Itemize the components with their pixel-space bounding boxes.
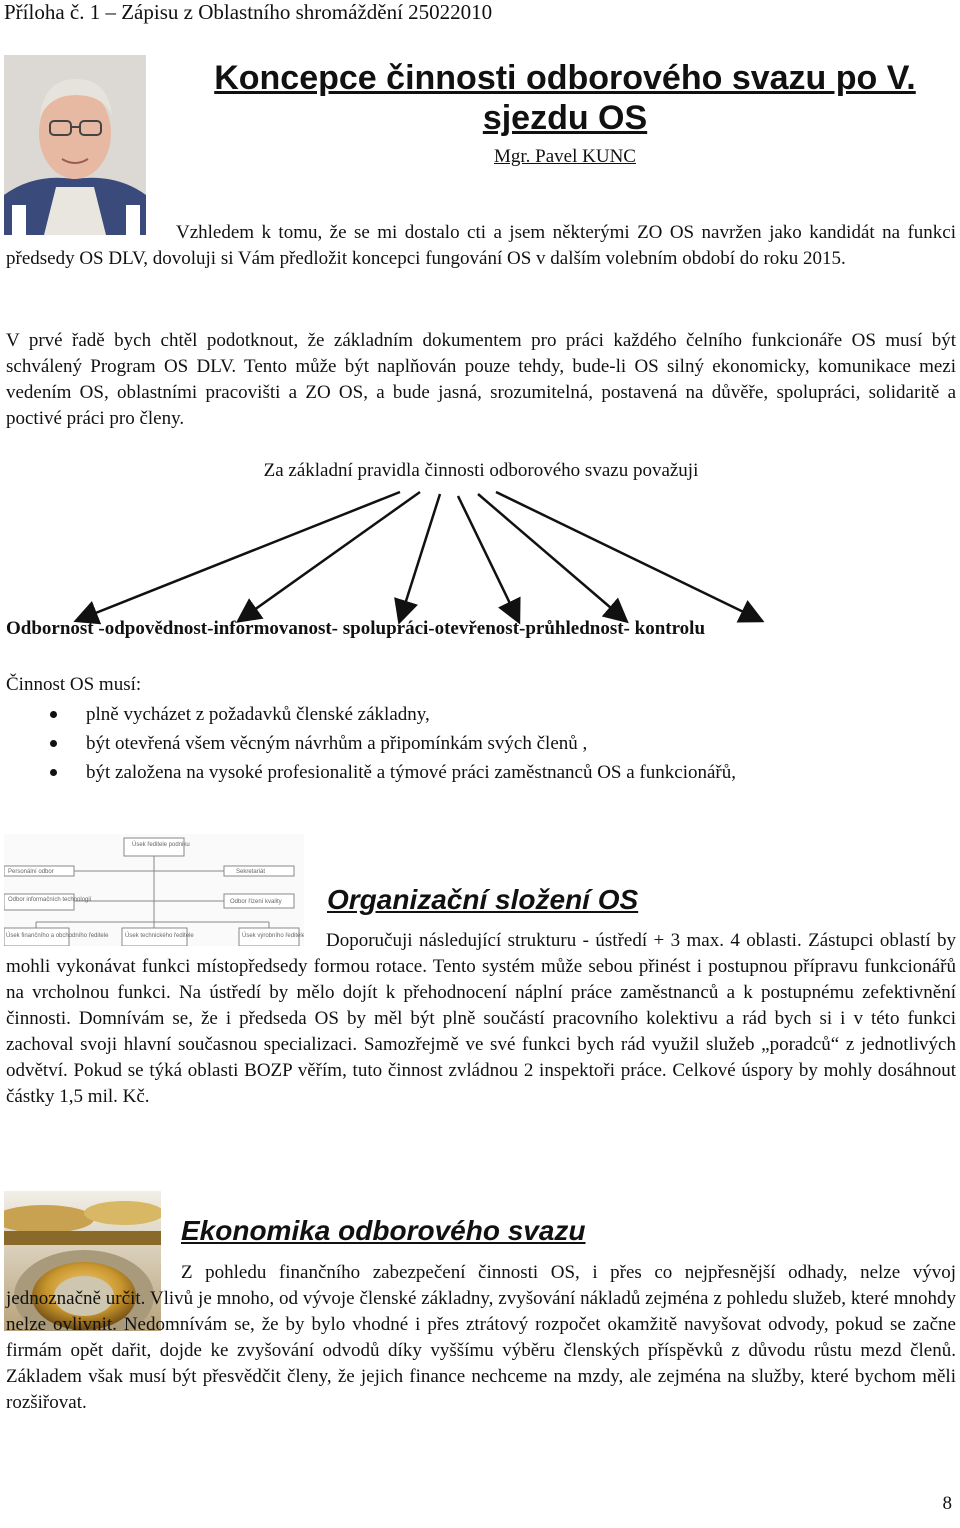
org-section-title: Organizační složení OS xyxy=(327,884,639,915)
svg-text:Personální odbor: Personální odbor xyxy=(8,869,54,875)
intro-paragraph: Vzhledem k tomu, že se mi dostalo cti a jsem některými ZO OS navržen jako kandidát na funkci předsedy OS DLV, dovoluji si Vám předložit koncepci fungování OS v dalším volebním období do roku 2015. xyxy=(6,222,956,269)
rules-intro: Za základní pravidla činnosti odborového svazu považuji xyxy=(263,460,699,481)
org-section-paragraph: Doporučuji následující strukturu - ústředí + 3 max. 4 oblasti. Zástupci oblastí by mohli vykonávat funkci místopředsedy formou rotace. Tento systém může sebou přinést i postupnou přípravu funkcionářů na vrcholnou funkci. Na ústředí by mělo dojít k přehodnocení náplní práce zaměstnanců a k postupnému zefektivnění činnosti. Domnívám se, že i předseda OS by měl být plně součástí pracovního kolektivu a rád bych si i v této funkci zachoval svoji hlavní současnou specializaci. Samozřejmě ve své funkci bych rád využil služeb „poradců“ z jednotlivých odvětví. Pokud se týká oblasti BOZP věřím, tuto činnost zvládnou 2 inspektoři práce. Celkové úspory by mohly dosáhnout částky 1,5 mil. Kč. xyxy=(6,930,956,1107)
page-number: 8 xyxy=(942,1493,952,1514)
svg-text:Úsek ředitele podniku: Úsek ředitele podniku xyxy=(132,842,190,848)
principles-line: Odbornost -odpovědnost-informovanost- spolupráci-otevřenost-průhlednost- kontrolu xyxy=(6,618,706,639)
list-item: být otevřená všem věcným návrhům a připomínkám svých členů , xyxy=(46,729,736,758)
program-paragraph: V prvé řadě bych chtěl podotknout, že základním dokumentem pro práci každého čelního funkcionáře OS musí být schválený Program OS DLV. Tento může být naplňován pouze tehdy, bude-li OS silný ekonomicky, komunikace mezi vedením OS, oblastními pracovišti a ZO OS, a bude jasná, srozumitelná, postavená na důvěře, spolupráci, solidaritě a poctivé práci pro členy. xyxy=(6,330,956,429)
principles-arrows xyxy=(0,480,960,630)
svg-text:Odbor informačních technologií: Odbor informačních technologií xyxy=(8,897,92,903)
list-item: plně vycházet z požadavků členské základny, xyxy=(46,700,736,729)
svg-text:Úsek výrobního ředitele: Úsek výrobního ředitele xyxy=(242,933,304,939)
author-name: Mgr. Pavel KUNC xyxy=(494,146,636,167)
page-header: Příloha č. 1 – Zápisu z Oblastního shromáždění 25022010 xyxy=(4,0,493,24)
activity-list xyxy=(46,700,736,787)
list-item: být založena na vysoké profesionalitě a týmové práci zaměstnanců OS a funkcionářů, xyxy=(46,758,736,787)
svg-text:Úsek technického ředitele: Úsek technického ředitele xyxy=(125,933,194,939)
activity-heading: Činnost OS musí: xyxy=(6,674,142,695)
svg-text:Úsek finančního a obchodního ř: Úsek finančního a obchodního ředitele xyxy=(6,933,109,939)
svg-text:Odbor řízení kvality: Odbor řízení kvality xyxy=(230,899,282,905)
svg-text:Sekretariát: Sekretariát xyxy=(236,869,266,875)
document-title: Koncepce činnosti odborového svazu po V. sjezdu OS xyxy=(214,59,916,137)
eco-section-title: Ekonomika odborového svazu xyxy=(181,1215,586,1246)
eco-section-paragraph: Z pohledu finančního zabezpečení činnosti OS, i přes co nejpřesnější odhady, nelze vývoj jednoznačně určit. Vlivů je mnoho, od vývoje členské základny, zvyšování nákladů zejména z pohledu služeb, které mnohdy nelze ovlivnit. Nedomnívám se, že by bylo vhodné i přes ztrátový rozpočet okamžitě navyšovat odvody, pokud se začne firmám opět dařit, dojde ke zvyšování odvodů díky vyššímu výběru členských příspěvků z důvodu růstu mezd členů. Základem však musí být přesvědčit členy, že jejich finance nechceme na mzdy, ale zejména na služby, které bychom měli rozšiřovat. xyxy=(6,1262,956,1413)
author-photo xyxy=(4,55,146,235)
